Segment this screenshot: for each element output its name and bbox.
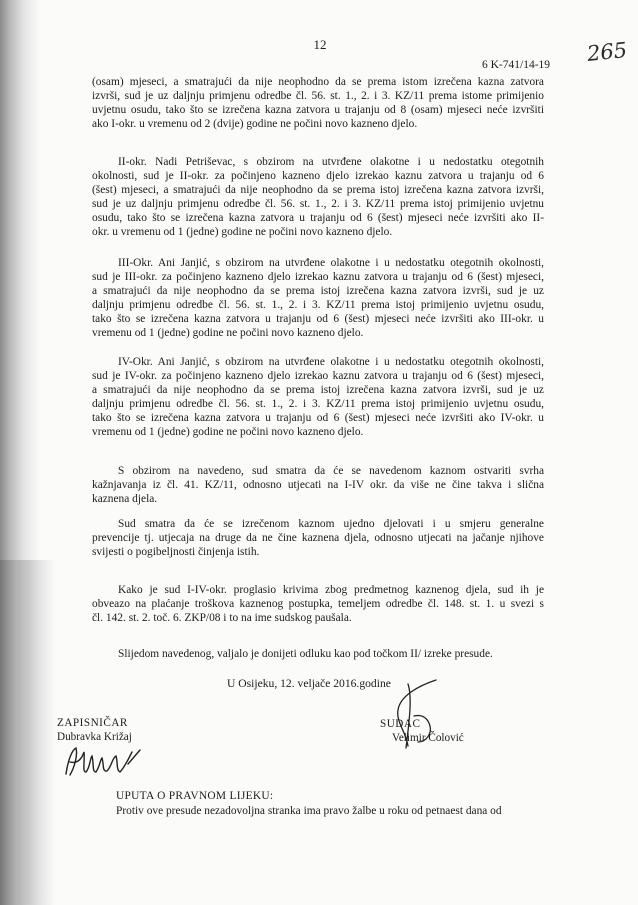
text-line: a smatrajući da nije neophodno da se prema istoj izrečena kazna zatvora izvrši, sud je uz — [92, 285, 544, 298]
text-line: sud je IV-okr. za počinjeno kazneno djelo izrekao kaznu zatvora u trajanju od 6 (šest) mjeseci, — [92, 370, 544, 383]
text-line: S obzirom na navedeno, sud smatra da će se navedenom kaznom ostvariti svrha — [118, 465, 544, 477]
text-line: Slijedom navedenog, valjalo je donijeti odluku kao pod točkom II/ izreke presude. — [118, 648, 493, 660]
text-line: izvrši, sud je uz daljnju primjenu odredbe čl. 56. st. 1., 2. i 3. KZ/11 prema istome primijenio — [92, 90, 544, 103]
text-line: kažnjavanja iz čl. 41. KZ/11, odnosno utjecati na I-IV okr. da više ne čine takva i slična — [92, 479, 544, 492]
text-line: daljnju primjenu odredbe čl. 56. st. 1., 2. i 3. KZ/11 prema istoj primijenio uvjetnu osudu, — [92, 299, 544, 312]
text-line: IV-Okr. Ani Janjić, s obzirom na utvrđene olakotne i u nedostatku otegotnih okolnosti, — [118, 356, 544, 368]
text-line: tako što se izrečena kazna zatvora u trajanju od 6 (šest) mjeseci neće izvršiti ako III-okr. u — [92, 313, 544, 326]
text-line: okolnosti, sud je II-okr. za počinjeno kazneno djelo izrekao kaznu zatvora u trajanju od 6 — [92, 170, 544, 183]
text-line: osudu, tako što se izrečena kazna zatvora u trajanju od 6 (šest) mjeseci neće izvršiti ako II- — [92, 212, 544, 225]
paragraph-third-defendant — [92, 256, 544, 341]
paragraph-second-defendant — [92, 155, 544, 240]
legal-remedy-heading: UPUTA O PRAVNOM LIJEKU: — [116, 790, 274, 802]
legal-remedy-text: Protiv ove presude nezadovoljna stranka ima pravo žalbe u roku od petnaest dana od — [116, 805, 502, 817]
paragraph-fourth-defendant — [92, 355, 544, 440]
text-line: (osam) mjeseci, a smatrajući da nije neophodno da se prema istom izrečena kazna zatvora — [92, 76, 544, 88]
text-line: okr. u vremenu od 1 (jedne) godine ne počini novo kazneno djelo. — [92, 226, 393, 239]
paragraph-court-costs — [92, 583, 544, 625]
text-line: II-okr. Nadi Petriševac, s obzirom na utvrđene olakotne i u nedostatku otegotnih — [118, 156, 544, 168]
handwritten-page-number: 265 — [585, 37, 629, 67]
clerk-name: Dubravka Križaj — [57, 731, 132, 743]
paragraph-purpose-of-punishment — [92, 464, 544, 506]
case-number: 6 K-741/14-19 — [482, 59, 551, 71]
place-and-date: U Osijeku, 12. veljače 2016.godine — [227, 677, 391, 690]
judge-name: Velimir Čolović — [392, 732, 464, 744]
text-line: sud je uz daljnju primjenu odredbe čl. 56. st. 1., 2. i 3. KZ/11 prema istoj primijenio uvjetnu — [92, 198, 544, 211]
text-line: vremenu od 1 (jedne) godine ne počini novo kazneno djelo. — [92, 426, 364, 439]
paragraph-first-defendant-sentence — [92, 75, 544, 131]
clerk-signature — [60, 742, 150, 782]
text-line: uvjetnu osudu, tako što se izrečena kazna zatvora u trajanju od 8 (osam) mjeseci neće izvršiti — [92, 104, 544, 117]
judge-title: SUDAC — [380, 718, 421, 730]
text-line: vremenu od 1 (jedne) godine ne počini novo kazneno djelo. — [92, 327, 364, 340]
text-line: Kako je sud I-IV-okr. proglasio krivima zbog predmetnog kaznenog djela, sud ih je — [118, 584, 544, 596]
text-line: prevencije tj. utjecaja na druge da ne čine kaznena djela, odnosno utjecati na jačanje njihove — [92, 532, 544, 545]
text-line: a smatrajući da nije neophodno da se prema istoj izrečena kazna zatvora izvrši, sud je uz — [92, 384, 544, 397]
text-line: ako I-okr. u vremenu od 2 (dvije) godine ne počini novo kazneno djelo. — [92, 118, 418, 131]
text-line: III-Okr. Ani Janjić, s obzirom na utvrđene olakotne i u nedostatku otegotnih okolnosti, — [118, 257, 544, 269]
text-line: sud je III-okr. za počinjeno kazneno djelo izrekao kaznu zatvora u trajanju od 6 (šest) mjeseci, — [92, 271, 544, 284]
text-line: daljnju primjenu odredbe čl. 56. st. 1., 2. i 3. KZ/11 prema istoj primijenio uvjetnu osudu, — [92, 398, 544, 411]
page-number: 12 — [313, 37, 327, 52]
paragraph-general-prevention — [92, 517, 544, 559]
text-line: Sud smatra da će se izrečenom kaznom ujedno djelovati i u smjeru generalne — [118, 518, 544, 530]
clerk-title: ZAPISNIČAR — [57, 717, 128, 729]
text-line: obveazo na plaćanje troškova kaznenog postupka, temeljem odredbe čl. 148. st. 1. u svezi s — [92, 598, 544, 611]
text-line: (šest) mjeseci, a smatrajući da nije neophodno da se prema istoj izrečena kazna zatvora izvrši, — [92, 184, 544, 197]
text-line: tako što se izrečena kazna zatvora u trajanju od 6 (šest) mjeseci neće izvršiti ako IV-okr. u — [92, 412, 544, 425]
text-line: kaznena djela. — [92, 493, 158, 506]
paragraph-conclusion — [92, 647, 544, 661]
text-line: svijesti o pogibeljnosti činjenja istih. — [92, 546, 260, 559]
scan-shadow-lower — [0, 560, 55, 905]
text-line: čl. 142. st. 2. toč. 6. ZKP/08 i to na ime sudskog paušala. — [92, 612, 352, 625]
